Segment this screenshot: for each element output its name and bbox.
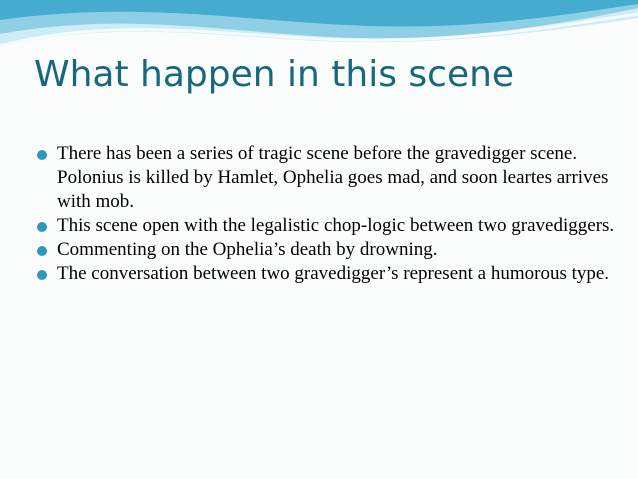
bullet-list — [36, 142, 616, 286]
bullet-text: The conversation between two gravedigger’s represent a humorous type. — [57, 263, 610, 284]
bullet-dot-icon — [37, 270, 47, 280]
slide-title: What happen in this scene — [34, 54, 515, 95]
bullet-item — [36, 238, 616, 262]
bullet-text: Commenting on the Ophelia’s death by drowning. — [57, 239, 438, 260]
bullet-item — [36, 262, 616, 286]
bullet-item — [36, 142, 616, 214]
bullet-text: This scene open with the legalistic chop-logic between two gravediggers. — [57, 215, 615, 236]
bullet-dot-icon — [37, 222, 47, 232]
bullet-dot-icon — [37, 246, 47, 256]
bullet-text: There has been a series of tragic scene before the gravedigger scene. Polonius is killed by Hamlet, Ophelia goes mad, and soon leartes arrives with mob. — [57, 143, 609, 212]
bullet-item — [36, 214, 616, 238]
bullet-dot-icon — [37, 150, 47, 160]
